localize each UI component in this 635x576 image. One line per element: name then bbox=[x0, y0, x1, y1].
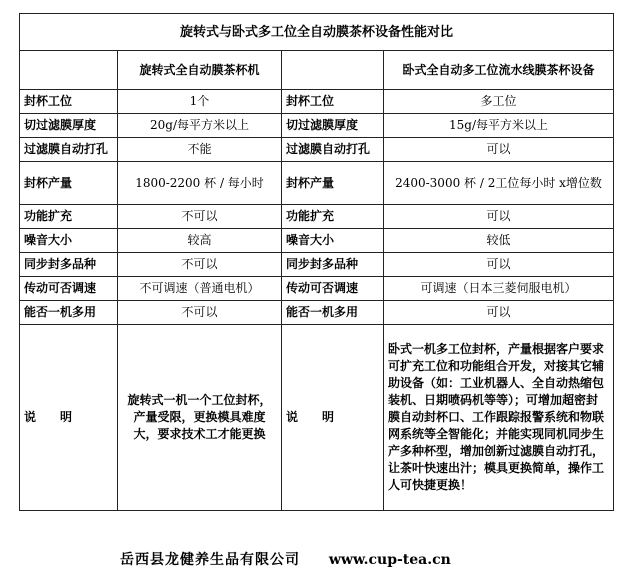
row-label-left: 噪音大小 bbox=[20, 229, 118, 253]
inline-value: 可以 bbox=[384, 205, 614, 229]
table-title: 旋转式与卧式多工位全自动膜茶杯设备性能对比 bbox=[20, 14, 614, 51]
row-label-right: 传动可否调速 bbox=[282, 277, 384, 301]
inline-value: 多工位 bbox=[384, 90, 614, 114]
description-inline: 卧式一机多工位封杯，产量根据客户要求可扩充工位和功能组合开发，对接其它辅助设备（如：工业机器人、全自动热缩包装机、日期喷码机等等）；可增加超密封膜自动封杯口、工作跟踪报警系统和物联网系统等全智能化；并能实现同机同步生产多种杯型，增加创新过滤膜自动打孔，让茶叶快速出汁；模具更换简单，操作工人可快捷更换！ bbox=[384, 325, 614, 511]
header-inline: 卧式全自动多工位流水线膜茶杯设备 bbox=[384, 51, 614, 90]
rotary-value: 较高 bbox=[118, 229, 282, 253]
table-row bbox=[20, 138, 614, 162]
rotary-value: 不可以 bbox=[118, 301, 282, 325]
table-row bbox=[20, 205, 614, 229]
inline-value: 可以 bbox=[384, 301, 614, 325]
description-label-right: 说 明 bbox=[282, 325, 384, 511]
row-label-left: 功能扩充 bbox=[20, 205, 118, 229]
row-label-left: 封杯产量 bbox=[20, 162, 118, 205]
inline-value: 可调速（日本三菱伺服电机） bbox=[384, 277, 614, 301]
table-row bbox=[20, 301, 614, 325]
inline-value: 可以 bbox=[384, 253, 614, 277]
description-rotary: 旋转式一机一个工位封杯，产量受限，更换模具难度大，要求技术工才能更换 bbox=[118, 325, 282, 511]
footer bbox=[120, 549, 540, 569]
table-row bbox=[20, 277, 614, 301]
rotary-value: 1个 bbox=[118, 90, 282, 114]
inline-value: 15g/每平方米以上 bbox=[384, 114, 614, 138]
header-empty-right bbox=[282, 51, 384, 90]
inline-value: 2400-3000 杯 / 2工位每小时 x增位数 bbox=[384, 162, 614, 205]
header-row bbox=[20, 51, 614, 90]
row-label-left: 能否一机多用 bbox=[20, 301, 118, 325]
table-row bbox=[20, 229, 614, 253]
description-label-left: 说 明 bbox=[20, 325, 118, 511]
rotary-value: 不可以 bbox=[118, 253, 282, 277]
rotary-value: 不可调速（普通电机） bbox=[118, 277, 282, 301]
row-label-right: 功能扩充 bbox=[282, 205, 384, 229]
table-row bbox=[20, 253, 614, 277]
title-row bbox=[20, 14, 614, 51]
row-label-left: 切过滤膜厚度 bbox=[20, 114, 118, 138]
inline-value: 可以 bbox=[384, 138, 614, 162]
rotary-value: 20g/每平方米以上 bbox=[118, 114, 282, 138]
website-url[interactable]: www.cup-tea.cn bbox=[328, 552, 451, 568]
rotary-value: 不能 bbox=[118, 138, 282, 162]
row-label-right: 同步封多品种 bbox=[282, 253, 384, 277]
row-label-right: 封杯工位 bbox=[282, 90, 384, 114]
row-label-left: 过滤膜自动打孔 bbox=[20, 138, 118, 162]
row-label-right: 封杯产量 bbox=[282, 162, 384, 205]
rotary-value: 1800-2200 杯 / 每小时 bbox=[118, 162, 282, 205]
table-row bbox=[20, 162, 614, 205]
rotary-value: 不可以 bbox=[118, 205, 282, 229]
row-label-left: 同步封多品种 bbox=[20, 253, 118, 277]
company-name: 岳西县龙健养生品有限公司 bbox=[120, 552, 300, 568]
row-label-right: 能否一机多用 bbox=[282, 301, 384, 325]
header-empty-left bbox=[20, 51, 118, 90]
inline-value: 较低 bbox=[384, 229, 614, 253]
row-label-left: 封杯工位 bbox=[20, 90, 118, 114]
comparison-table bbox=[19, 13, 614, 511]
row-label-right: 过滤膜自动打孔 bbox=[282, 138, 384, 162]
header-rotary: 旋转式全自动膜茶杯机 bbox=[118, 51, 282, 90]
row-label-left: 传动可否调速 bbox=[20, 277, 118, 301]
table-row bbox=[20, 114, 614, 138]
table-row bbox=[20, 90, 614, 114]
row-label-right: 噪音大小 bbox=[282, 229, 384, 253]
row-label-right: 切过滤膜厚度 bbox=[282, 114, 384, 138]
description-row bbox=[20, 325, 614, 511]
